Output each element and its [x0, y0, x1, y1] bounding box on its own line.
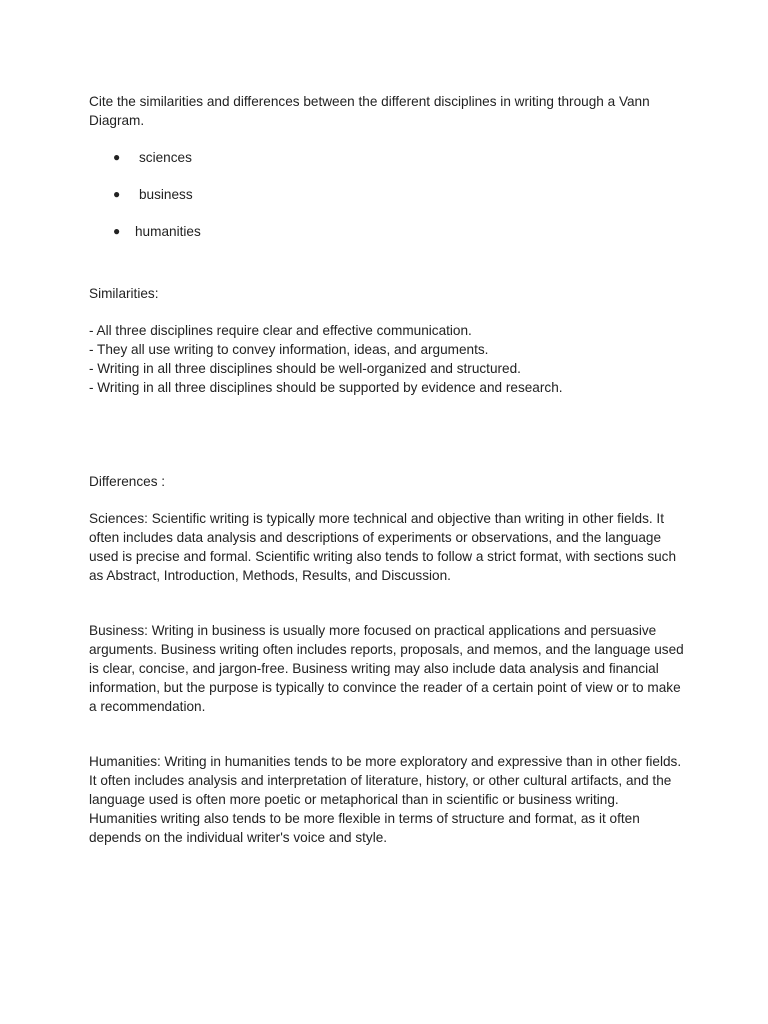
list-item [89, 148, 689, 167]
bullet-icon: ● [113, 187, 121, 201]
list-item [89, 185, 689, 204]
similarities-heading: Similarities: [89, 286, 159, 301]
similarity-line: - They all use writing to convey information, ideas, and arguments. [89, 342, 489, 357]
humanities-paragraph: Humanities: Writing in humanities tends to be more exploratory and expressive than in other fields. It often includes analysis and interpretation of literature, history, or other cultural artifacts, and the language used is often more poetic or metaphorical than in scientific or business writing. Humanities writing also tends to be more flexible in terms of structure and format, as it often depends on the individual writer's voice and style. [89, 754, 682, 845]
similarity-line: - Writing in all three disciplines should be supported by evidence and research. [89, 380, 563, 395]
sciences-paragraph: Sciences: Scientific writing is typically more technical and objective than writing in other fields. It often includes data analysis and descriptions of experiments or observations, and the language used is precise and formal. Scientific writing also tends to follow a strict format, with sections such as Abstract, Introduction, Methods, Results, and Discussion. [89, 511, 677, 583]
differences-heading: Differences : [89, 474, 166, 489]
list-item-label: business [139, 187, 193, 202]
discipline-list [89, 148, 689, 241]
bullet-icon: ● [113, 150, 121, 164]
list-item-label: humanities [135, 224, 201, 239]
similarity-line: - Writing in all three disciplines should be well-organized and structured. [89, 361, 521, 376]
intro-text: Cite the similarities and differences between the different disciplines in writing through a Vann Diagram. [89, 94, 650, 128]
similarity-line: - All three disciplines require clear and effective communication. [89, 323, 472, 338]
list-item [89, 222, 689, 241]
document-page [89, 92, 689, 883]
business-paragraph: Business: Writing in business is usually more focused on practical applications and persuasive arguments. Business writing often includes reports, proposals, and memos, and the language used is clear, concise, and jargon-free. Business writing may also include data analysis and financial information, but the purpose is typically to convince the reader of a certain point of view or to make a recommendation. [89, 623, 684, 714]
similarities-list [89, 321, 689, 397]
bullet-icon: ● [113, 224, 121, 238]
list-item-label: sciences [139, 150, 192, 165]
